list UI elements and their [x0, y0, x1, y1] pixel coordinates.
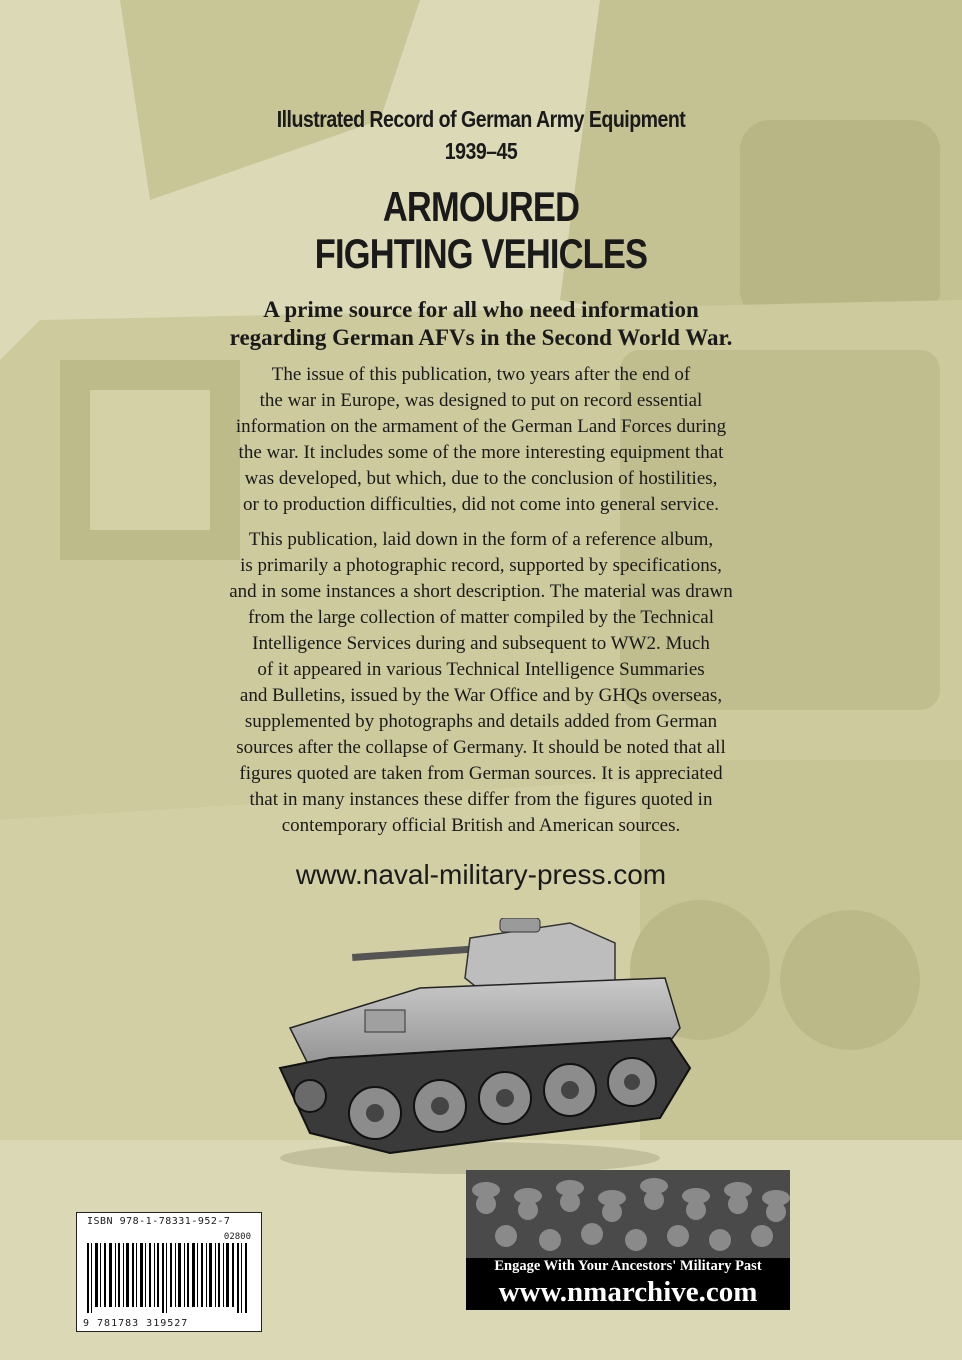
barcode-bars	[85, 1243, 253, 1313]
paragraph-line: of it appeared in various Technical Intelligence Summaries	[257, 659, 705, 680]
paragraph-2	[181, 527, 781, 839]
nmarchive-advert[interactable]	[466, 1170, 790, 1310]
paragraph-line: from the large collection of matter compiled by the Technical	[248, 607, 714, 628]
advert-url[interactable]: www.nmarchive.com	[498, 1276, 758, 1308]
paragraph-line: and in some instances a short description. The material was drawn	[229, 581, 733, 602]
book-title-line1: ARMOURED	[382, 183, 580, 230]
isbn-barcode	[76, 1212, 262, 1332]
paragraph-1	[181, 362, 781, 518]
paragraph-line: that in many instances these differ from the figures quoted in	[249, 789, 713, 810]
series-title-line2: 1939–45	[444, 138, 518, 164]
paragraph-line: was developed, but which, due to the conclusion of hostilities,	[244, 468, 718, 489]
paragraph-line: or to production difficulties, did not come into general service.	[242, 494, 720, 515]
paragraph-line: figures quoted are taken from German sources. It is appreciated	[239, 763, 723, 784]
lead-line1: A prime source for all who need information	[263, 297, 699, 322]
paragraph-line: the war in Europe, was designed to put on record essential	[259, 390, 703, 411]
paragraph-line: information on the armament of the German Land Forces during	[235, 416, 727, 437]
book-title-line2: FIGHTING VEHICLES	[314, 230, 648, 277]
paragraph-line: is primarily a photographic record, supported by specifications,	[240, 555, 722, 576]
ean-digits: 9 781783 319527	[83, 1318, 189, 1329]
paragraph-line: the war. It includes some of the more interesting equipment that	[238, 442, 724, 463]
advert-tagline: Engage With Your Ancestors' Military Past	[494, 1258, 762, 1274]
soldiers-photo	[466, 1170, 790, 1258]
paragraph-line: This publication, laid down in the form of a reference album,	[248, 529, 714, 550]
paragraph-line: sources after the collapse of Germany. It should be noted that all	[236, 737, 726, 758]
paragraph-line: Intelligence Services during and subsequent to WW2. Much	[252, 633, 710, 654]
paragraph-line: and Bulletins, issued by the War Office and by GHQs overseas,	[239, 685, 723, 706]
lead-line2: regarding German AFVs in the Second World War.	[229, 325, 733, 350]
paragraph-line: contemporary official British and American sources.	[281, 815, 681, 836]
paragraph-line: supplemented by photographs and details added from German	[244, 711, 718, 732]
series-title-line1: Illustrated Record of German Army Equipment	[276, 106, 686, 132]
paragraph-line: The issue of this publication, two years after the end of	[271, 364, 691, 385]
tank-illustration	[270, 918, 700, 1178]
price-code: 02800	[223, 1232, 251, 1242]
publisher-website[interactable]: www.naval-military-press.com	[295, 859, 667, 890]
isbn-number: ISBN 978-1-78331-952-7	[87, 1216, 231, 1227]
